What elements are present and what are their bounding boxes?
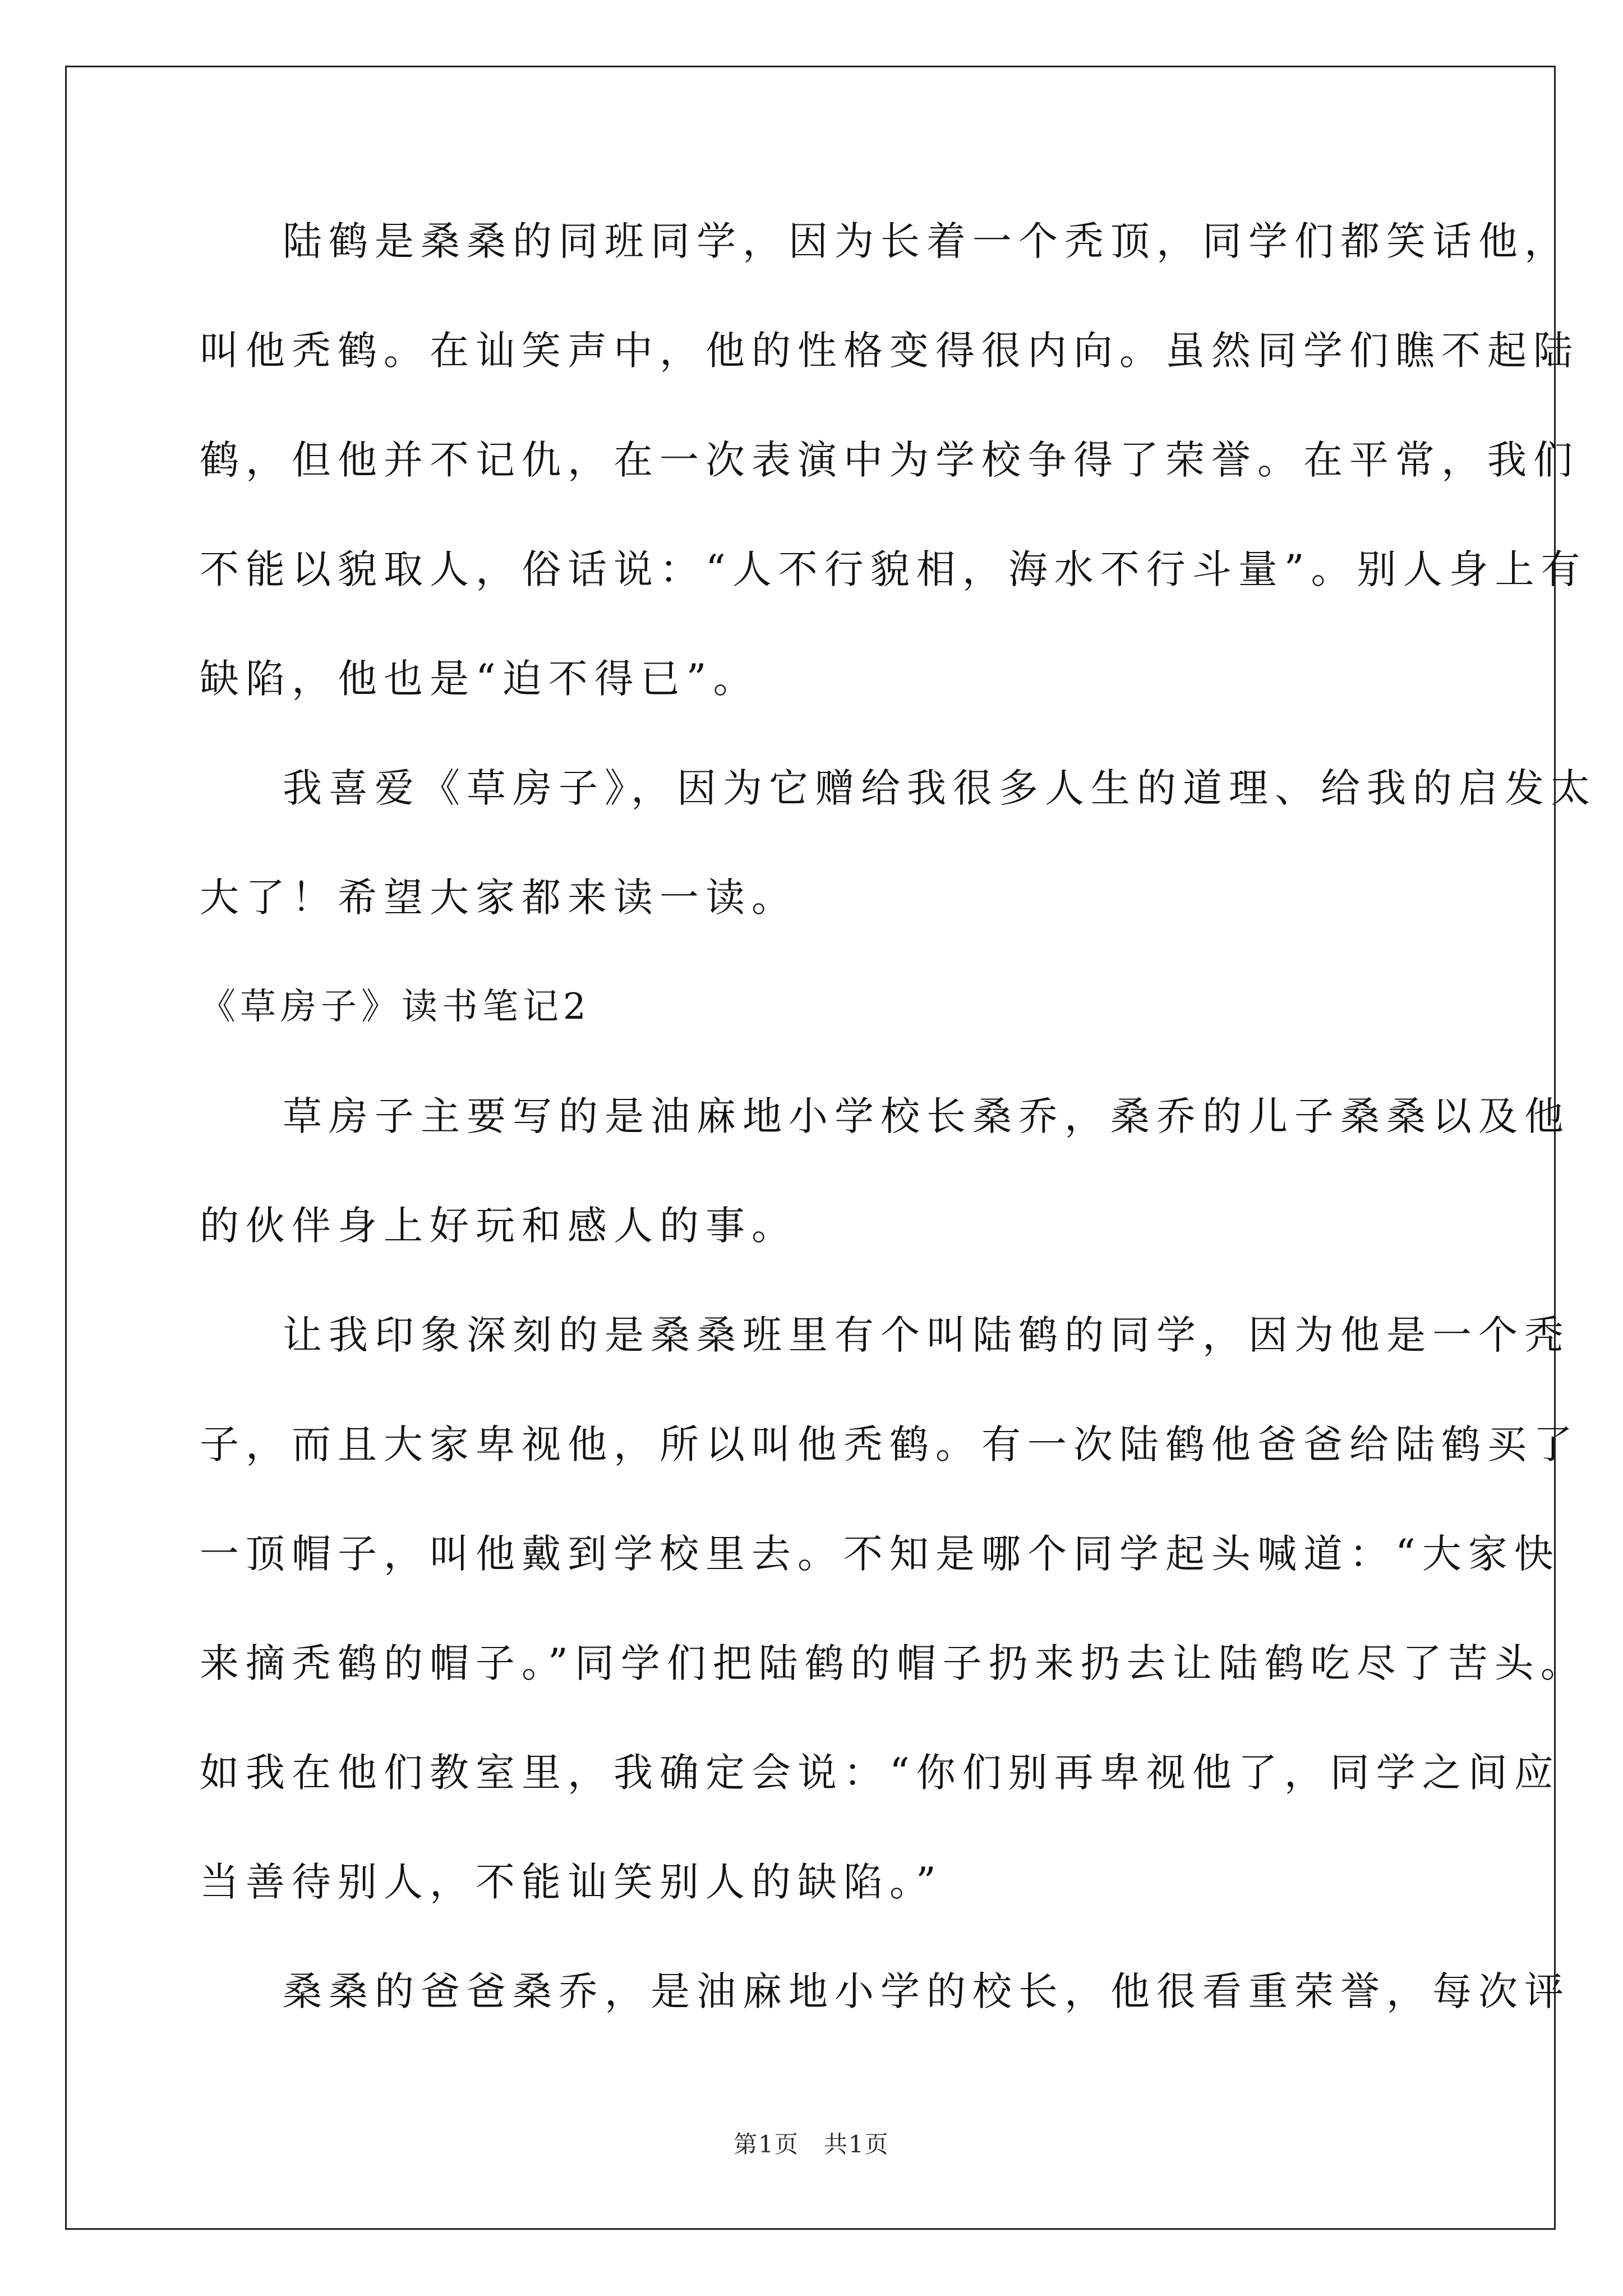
paragraph-line: 当善待别人，不能讪笑别人的缺陷。”	[200, 1859, 943, 1905]
paragraph-line: 的伙伴身上好玩和感人的事。	[200, 1203, 797, 1249]
paragraph-line: 鹤，但他并不记仇，在一次表演中为学校争得了荣誉。在平常，我们	[200, 437, 1579, 483]
paragraph-line: 叫他秃鹤。在讪笑声中，他的性格变得很内向。虽然同学们瞧不起陆	[200, 328, 1579, 374]
paragraph-line: 如我在他们教室里，我确定会说：“你们别再卑视他了，同学之间应	[200, 1750, 1560, 1796]
paragraph-line: 一顶帽子，叫他戴到学校里去。不知是哪个同学起头喊道：“大家快	[200, 1531, 1560, 1577]
paragraph-line: 草房子主要写的是油麻地小学校长桑乔，桑乔的儿子桑桑以及他	[283, 1093, 1570, 1139]
paragraph-line: 缺陷，他也是“迫不得已”。	[200, 656, 759, 702]
paragraph-line: 不能以貌取人，俗话说：“人不行貌相，海水不行斗量”。别人身上有	[200, 546, 1587, 592]
paragraph-line: 让我印象深刻的是桑桑班里有个叫陆鹤的同学，因为他是一个秃	[283, 1312, 1570, 1358]
paragraph-line: 我喜爱《草房子》，因为它赠给我很多人生的道理、给我的启发太	[283, 765, 1597, 811]
page-footer: 第1页 共1页	[734, 2131, 889, 2158]
paragraph-line: 来摘秃鹤的帽子。”同学们把陆鹤的帽子扔来扔去让陆鹤吃尽了苦头。	[200, 1640, 1587, 1686]
paragraph-line: 陆鹤是桑桑的同班同学，因为长着一个秃顶，同学们都笑话他，	[283, 218, 1570, 264]
section-heading: 《草房子》读书笔记2	[200, 986, 591, 1028]
paragraph-line: 大了！希望大家都来读一读。	[200, 875, 797, 921]
paragraph-line: 子，而且大家卑视他，所以叫他秃鹤。有一次陆鹤他爸爸给陆鹤买了	[200, 1421, 1579, 1467]
paragraph-line: 桑桑的爸爸桑乔，是油麻地小学的校长，他很看重荣誉，每次评	[283, 1968, 1570, 2014]
